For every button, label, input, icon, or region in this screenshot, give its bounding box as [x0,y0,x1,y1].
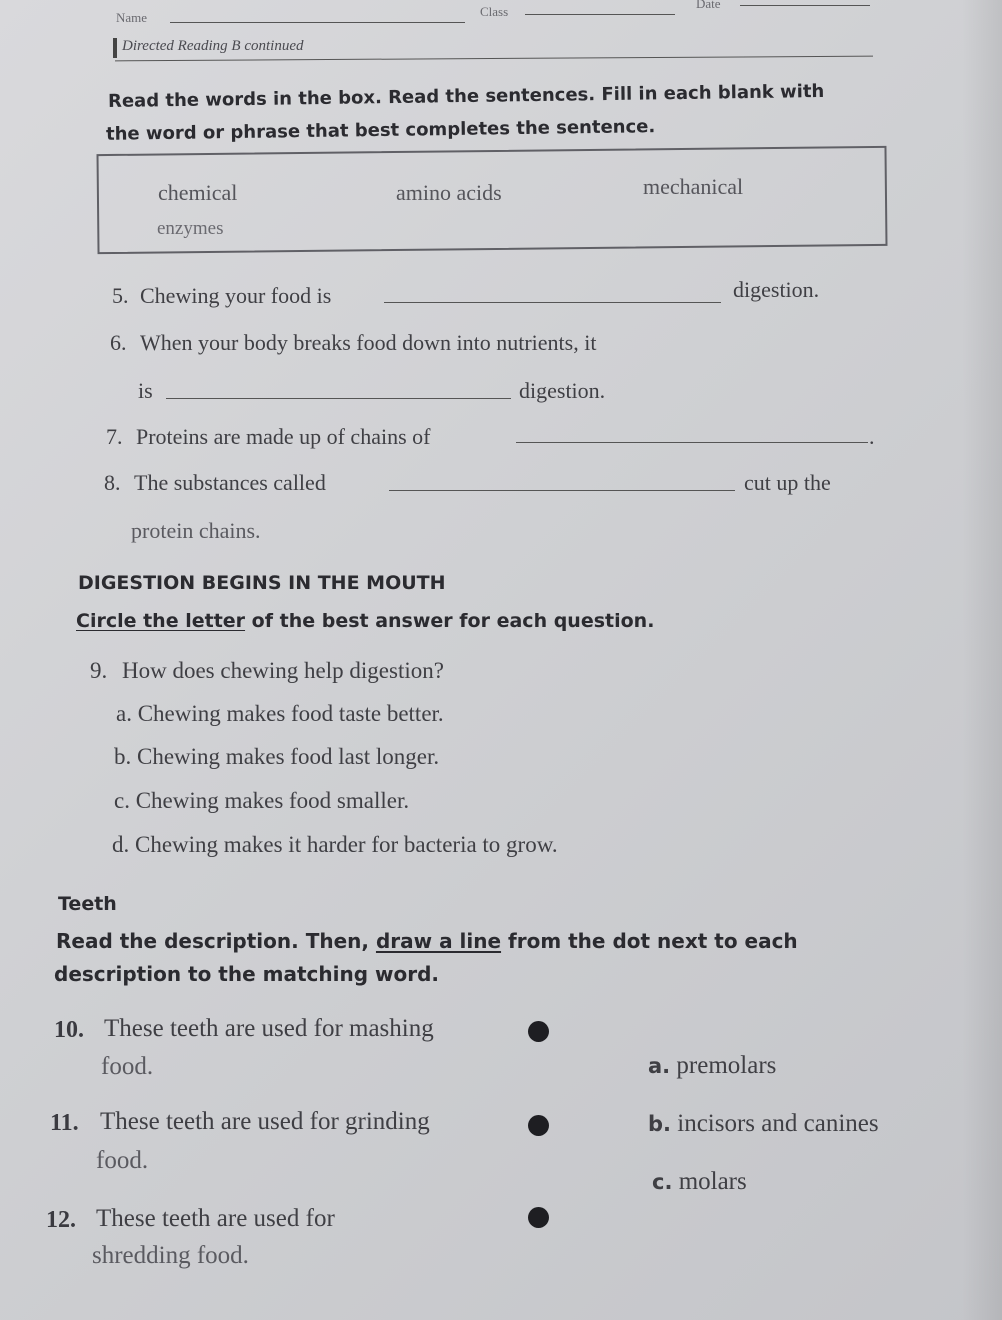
question-5-blank[interactable] [384,302,721,303]
word-bank-item-mechanical: mechanical [643,174,744,199]
word-bank-item-amino-acids: amino acids [396,180,502,205]
page-shadow [962,0,1002,1320]
question-6-is: is [138,378,153,403]
part2-heading: DIGESTION BEGINS IN THE MOUTH [78,572,446,594]
choice-letter[interactable]: d. [112,832,130,857]
question-5-number: 5. [112,283,129,308]
choice-letter[interactable]: a. [116,701,132,726]
question-9-number: 9. [90,658,108,683]
item-12-text: These teeth are used for [96,1205,335,1232]
section-marker [113,38,117,58]
question-5-text: Chewing your food is [140,283,332,308]
class-field[interactable] [525,14,675,15]
date-field[interactable] [740,5,870,6]
part2-instructions-rest: of the best answer for each question. [251,610,655,632]
answer-b[interactable] [648,1110,879,1138]
word-bank-item-chemical: chemical [158,180,238,205]
class-label: Class [480,4,509,19]
item-10-text: These teeth are used for mashing [104,1015,434,1042]
question-5-ending: digestion. [733,277,820,302]
answer-a[interactable] [648,1052,776,1080]
answer-c[interactable] [652,1168,747,1196]
word-bank-item-enzymes: enzymes [157,218,224,239]
part2-instructions-emphasis: Circle the letter [76,610,246,632]
part3-instructions-a: Read the description. Then, [56,929,369,953]
choice-c[interactable] [114,788,409,814]
part1-instructions-line1: Read the words in the box. Read the sentences. Fill in each blank with [107,81,825,112]
question-9-text: How does chewing help digestion? [122,658,444,683]
part2-instructions [76,610,654,632]
answer-text: incisors and canines [677,1110,879,1137]
question-6-ending: digestion. [519,378,606,403]
choice-text: Chewing makes it harder for bacteria to grow. [135,832,558,857]
choice-text: Chewing makes food last longer. [137,744,440,769]
question-8-number: 8. [104,470,121,495]
item-11-number: 11. [50,1110,79,1136]
item-11-dot[interactable] [528,1115,549,1136]
item-10-dot[interactable] [528,1021,549,1042]
item-12-text-line2: shredding food. [92,1242,249,1269]
item-10-number: 10. [54,1017,84,1043]
part3-instructions-emphasis: draw a line [375,929,502,953]
answer-text: premolars [676,1052,777,1079]
choice-letter[interactable]: c. [114,788,130,813]
part1-instructions-line2: the word or phrase that best completes the sentence. [105,116,656,145]
date-label: Date [696,0,721,11]
item-11-text: These teeth are used for grinding [100,1108,430,1135]
question-7-ending: . [869,424,875,449]
part3-instructions-b: from the dot next to each [508,929,798,953]
choice-text: Chewing makes food taste better. [137,701,444,726]
part3-instructions-line2: description to the matching word. [54,962,439,986]
part3-heading: Teeth [58,893,117,915]
question-8-text: The substances called [134,470,326,495]
part3-instructions-line1 [56,929,798,953]
answer-letter: a. [648,1054,671,1078]
question-6-number: 6. [110,330,127,355]
question-6-blank[interactable] [166,398,511,399]
choice-b[interactable] [114,744,439,770]
name-field[interactable] [170,22,465,23]
question-7-text: Proteins are made up of chains of [136,424,431,449]
item-12-number: 12. [46,1207,76,1233]
question-8-line2: protein chains. [131,518,261,543]
answer-letter: c. [652,1170,673,1194]
item-11-text-line2: food. [96,1147,149,1174]
item-10-text-line2: food. [101,1053,154,1080]
question-7-blank[interactable] [516,442,868,443]
question-6-text: When your body breaks food down into nutrients, it [140,330,597,355]
question-8-ending: cut up the [744,470,831,495]
question-8-blank[interactable] [389,490,735,491]
item-12-dot[interactable] [528,1207,549,1228]
choice-d[interactable] [112,832,558,858]
section-rule [115,56,873,62]
choice-text: Chewing makes food smaller. [135,788,410,813]
choice-a[interactable] [116,701,444,727]
answer-letter: b. [648,1112,672,1136]
section-label: Directed Reading B continued [122,38,304,54]
answer-text: molars [678,1168,747,1195]
name-label: Name [116,10,148,25]
question-7-number: 7. [106,424,123,449]
choice-letter[interactable]: b. [114,744,132,769]
